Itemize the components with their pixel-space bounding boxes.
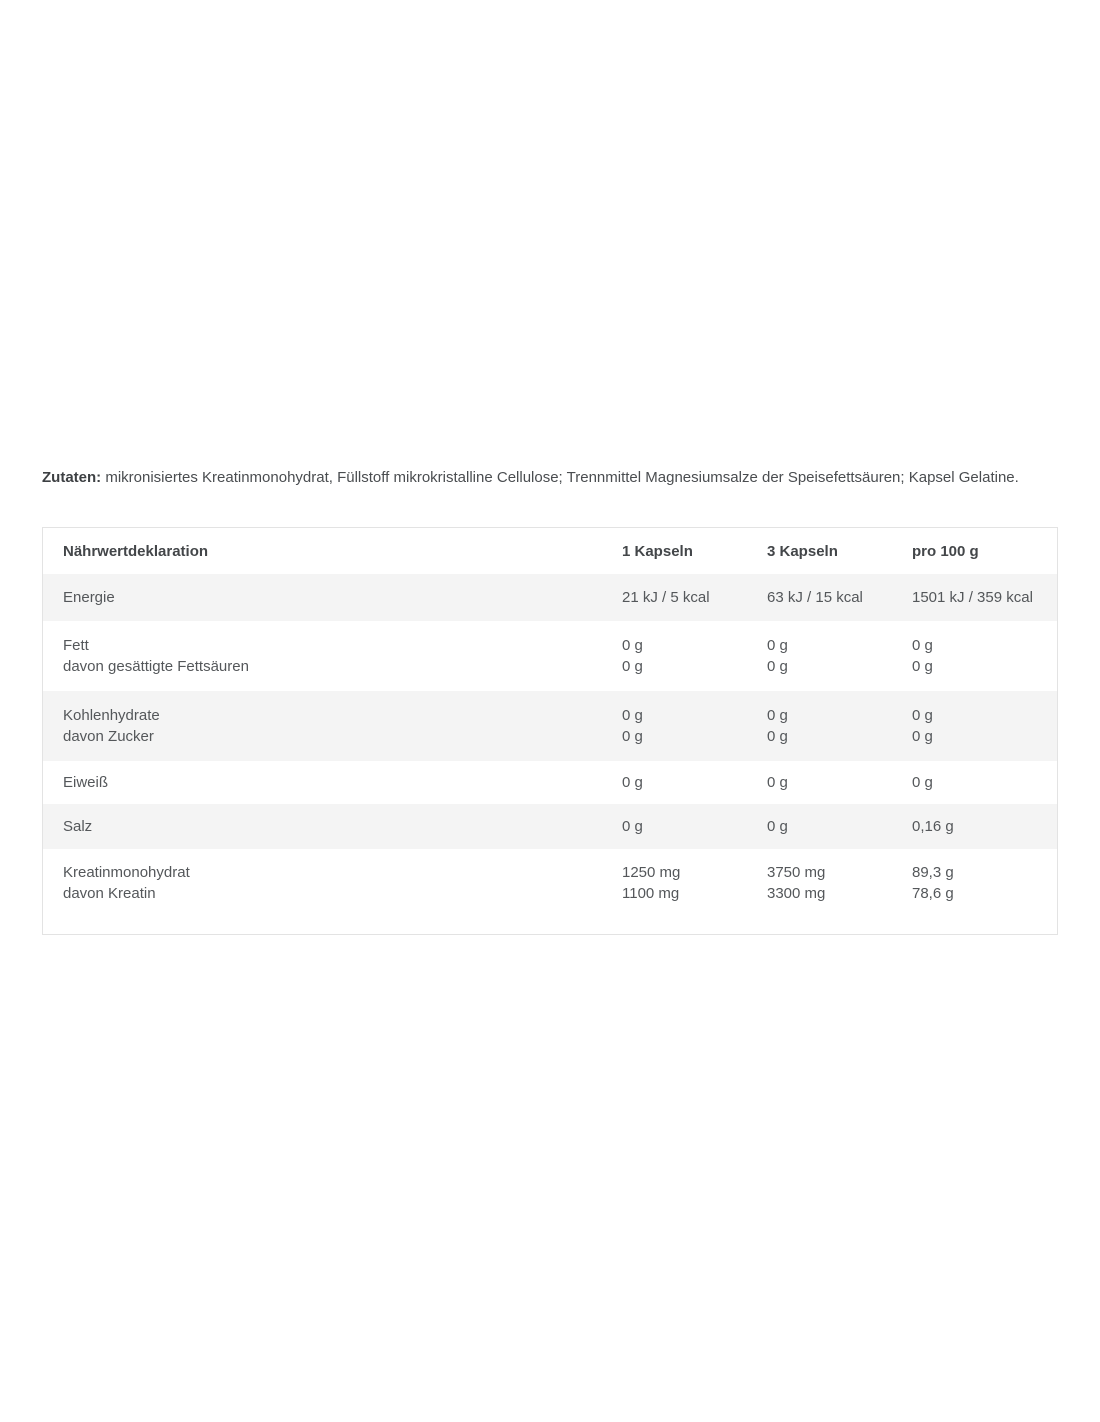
cell-line: 0 g — [767, 707, 788, 724]
cell-line: Eiweiß — [63, 774, 109, 791]
row-label-cell — [43, 635, 622, 677]
cell-line: 89,3 g — [912, 864, 954, 881]
cell-line: 3750 mg — [767, 864, 826, 881]
nutrition-table — [42, 527, 1058, 935]
cell-line: davon Kreatin — [63, 885, 156, 902]
cell-line: 0 g — [622, 774, 643, 791]
cell-line: 0 g — [912, 774, 933, 791]
cell-per-capsule — [622, 705, 767, 747]
ingredients-paragraph — [42, 468, 1032, 488]
cell-per-100g — [912, 635, 1057, 677]
table-row-kohlenhydrate — [43, 691, 1057, 761]
cell-line: Fett — [63, 637, 89, 654]
column-header-3-capsules — [767, 541, 912, 562]
cell-line: 0 g — [622, 637, 643, 654]
cell-line: 0 g — [767, 658, 788, 675]
row-label-cell — [43, 772, 622, 793]
cell-line: 0 g — [622, 707, 643, 724]
row-label-cell — [43, 705, 622, 747]
cell-line: 0 g — [767, 637, 788, 654]
column-header-label: 3 Kapseln — [767, 542, 838, 560]
cell-per-capsule — [622, 635, 767, 677]
cell-line: Kohlenhydrate — [63, 707, 160, 724]
cell-line: 0 g — [912, 707, 933, 724]
cell-per-100g — [912, 862, 1057, 904]
ingredients-label: Zutaten: — [42, 469, 102, 486]
cell-line: 0,16 g — [912, 818, 954, 835]
cell-line: 1501 kJ / 359 kcal — [912, 589, 1033, 606]
ingredients-text: mikronisiertes Kreatinmonohydrat, Füllstoff mikrokristalline Cellulose; Trennmittel Magnesiumsalze der Speisefettsäuren; Kapsel Gelatine. — [101, 469, 1019, 486]
cell-per-capsule — [622, 772, 767, 793]
column-header-nutrition-declaration — [43, 541, 622, 562]
cell-line: davon gesättigte Fettsäuren — [63, 658, 249, 675]
cell-per-3-capsules — [767, 772, 912, 793]
cell-line: 0 g — [912, 728, 933, 745]
cell-per-3-capsules — [767, 587, 912, 608]
cell-line: 0 g — [622, 658, 643, 675]
column-header-label: 1 Kapseln — [622, 542, 693, 560]
table-row-eiweiss — [43, 761, 1057, 804]
cell-line: 1100 mg — [622, 885, 680, 902]
table-row-salz — [43, 804, 1057, 849]
cell-line: 0 g — [767, 728, 788, 745]
cell-per-3-capsules — [767, 635, 912, 677]
cell-per-capsule — [622, 816, 767, 837]
table-row-kreatinmonohydrat — [43, 849, 1057, 934]
row-label-cell — [43, 862, 622, 904]
column-header-1-capsule — [622, 541, 767, 562]
cell-per-100g — [912, 816, 1057, 837]
column-header-label: Nährwertdeklaration — [63, 542, 209, 560]
cell-line: 1250 mg — [622, 864, 681, 881]
cell-per-3-capsules — [767, 816, 912, 837]
column-header-per-100g — [912, 541, 1057, 562]
cell-line: Energie — [63, 589, 115, 606]
cell-per-100g — [912, 705, 1057, 747]
cell-line: 0 g — [767, 818, 788, 835]
cell-line: 0 g — [622, 818, 643, 835]
cell-per-3-capsules — [767, 862, 912, 904]
row-label-cell — [43, 816, 622, 837]
cell-per-capsule — [622, 587, 767, 608]
row-label-cell — [43, 587, 622, 608]
table-row-energie — [43, 574, 1057, 621]
cell-line: 21 kJ / 5 kcal — [622, 589, 710, 606]
cell-line: 0 g — [622, 728, 643, 745]
cell-per-capsule — [622, 862, 767, 904]
table-header-row — [43, 528, 1057, 574]
cell-per-3-capsules — [767, 705, 912, 747]
cell-line: 3300 mg — [767, 885, 826, 902]
cell-line: Kreatinmonohydrat — [63, 864, 190, 881]
cell-line: 0 g — [912, 637, 933, 654]
cell-line: davon Zucker — [63, 728, 154, 745]
column-header-label: pro 100 g — [912, 542, 979, 560]
cell-per-100g — [912, 772, 1057, 793]
cell-line: 78,6 g — [912, 885, 954, 902]
table-row-fett — [43, 621, 1057, 691]
cell-line: 0 g — [912, 658, 933, 675]
cell-line: Salz — [63, 818, 93, 835]
cell-line: 0 g — [767, 774, 788, 791]
cell-line: 63 kJ / 15 kcal — [767, 589, 863, 606]
cell-per-100g — [912, 587, 1057, 608]
